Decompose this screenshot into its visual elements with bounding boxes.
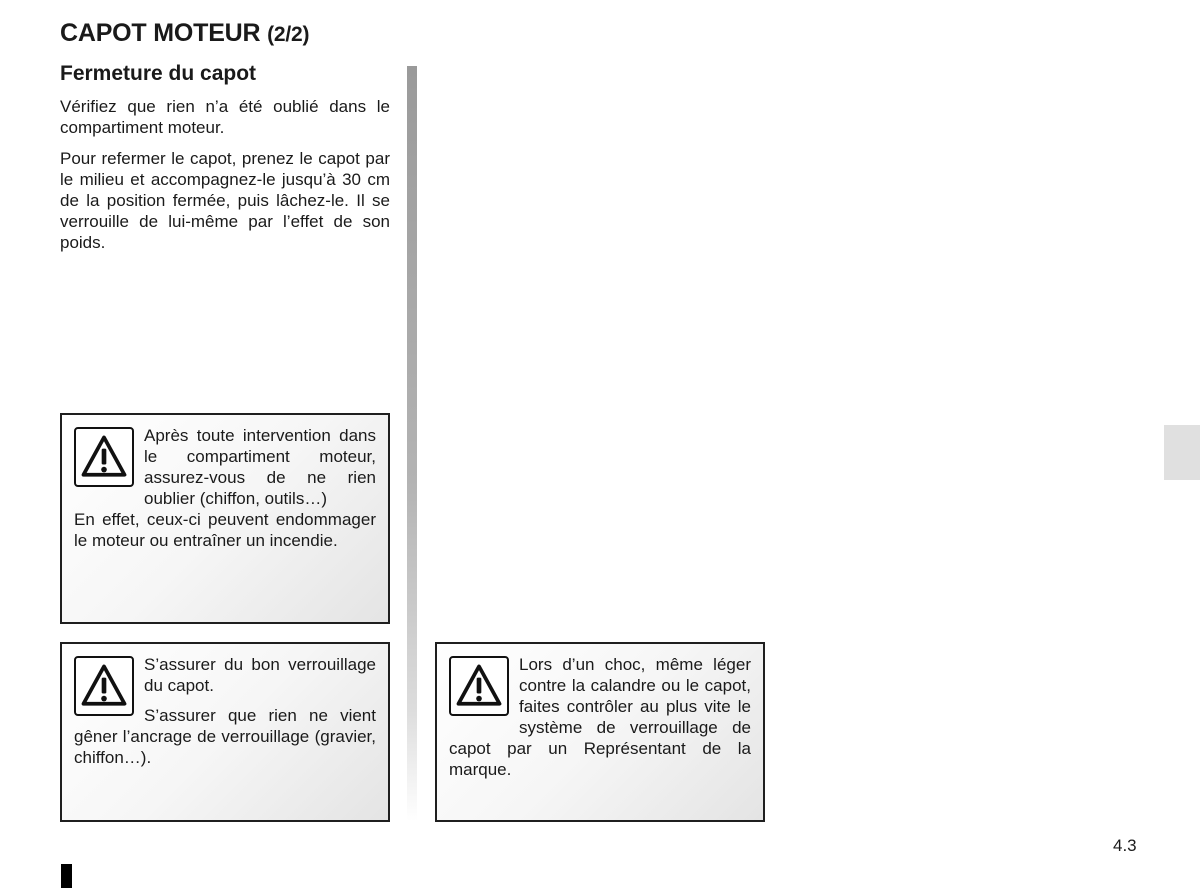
- warning-2-text-1: S’assurer du bon verrouillage du capot.: [144, 655, 376, 695]
- warning-box-1: [60, 413, 390, 624]
- page-title-suffix: (2/2): [267, 23, 310, 46]
- page-number: 4.3: [1113, 836, 1137, 855]
- warning-triangle-icon: [74, 656, 134, 716]
- warning-1-text-2: En effet, ceux-ci peuvent endommager le moteur ou entraîner un incendie.: [74, 510, 376, 550]
- body-paragraph-1: Vérifiez que rien n’a été oublié dans le compartiment moteur.: [60, 97, 390, 137]
- warning-triangle-icon: [74, 427, 134, 487]
- corner-mark: [61, 864, 72, 888]
- warning-box-3: [435, 642, 765, 822]
- warning-3-text-1: Lors d’un choc, même léger contre la calandre ou le capot, faites contrôler au plus vite le système de verrouillage de capot par un Représentant de la marque.: [449, 655, 751, 779]
- page-title: [60, 19, 309, 48]
- section-heading: Fermeture du capot: [60, 62, 257, 85]
- warning-1-text-1: Après toute intervention dans le compartiment moteur, assurez-vous de ne rien oublier (chiffon, outils…): [144, 426, 376, 508]
- column-divider: [407, 66, 417, 821]
- chapter-tab-marker: [1164, 425, 1200, 480]
- warning-box-2: [60, 642, 390, 822]
- page-title-text: CAPOT MOTEUR: [60, 19, 261, 47]
- warning-2-text-2: S’assurer que rien ne vient gêner l’ancrage de verrouillage (gravier, chiffon…).: [74, 706, 376, 767]
- body-paragraph-2: Pour refermer le capot, prenez le capot par le milieu et accompagnez-le jusqu’à 30 cm de la position fermée, puis lâchez-le. Il se verrouille de lui-même par l’effet de son poids.: [60, 149, 390, 252]
- warning-triangle-icon: [449, 656, 509, 716]
